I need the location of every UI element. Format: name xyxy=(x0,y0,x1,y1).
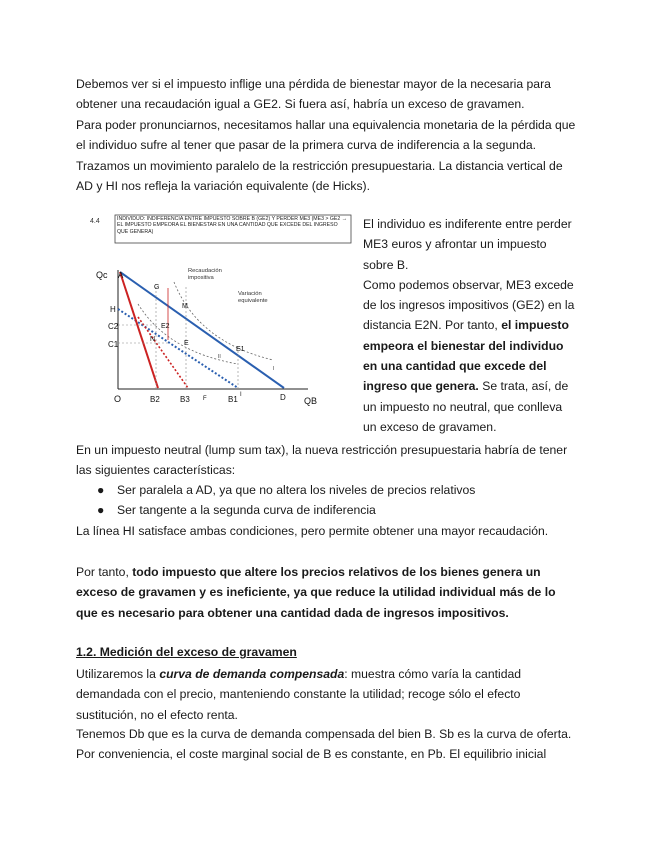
label-i-curve: I xyxy=(273,366,275,372)
paragraph-conclusion: Por tanto, todo impuesto que altere los precios relativos de los bienes genera un exceso de gravamen y es ineficiente, ya que reduce la utilidad individual más de lo que es necesario para obtener una cantidad dada de ingresos impositivos. xyxy=(76,565,556,620)
label-e1: E1 xyxy=(236,346,245,353)
label-a: A xyxy=(118,271,124,280)
label-i-axis: I xyxy=(240,392,242,398)
paragraph-hi-line: La línea HI satisface ambas condiciones, pero permite obtener una mayor recaudación. xyxy=(76,524,549,538)
indifference-figure xyxy=(88,212,358,412)
axis-x-label: QB xyxy=(304,396,318,406)
label-m: M xyxy=(182,303,188,310)
tax-budget-line xyxy=(120,272,158,388)
label-d: D xyxy=(280,393,286,402)
paragraph-neutral-tax: En un impuesto neutral (lump sum tax), la nueva restricción presupuestaria habría de tener las siguientes características: xyxy=(76,443,568,478)
label-c2: C2 xyxy=(108,322,119,331)
figure-explanation xyxy=(363,214,579,437)
label-b2: B2 xyxy=(150,395,160,404)
label-g: G xyxy=(154,284,160,291)
annotation-variacion: Variación equivalente xyxy=(238,291,268,304)
annotation-recaudacion: Recaudación impositiva xyxy=(188,268,222,281)
label-origin: O xyxy=(114,394,122,404)
side-line-2-pre: Como podemos observar, ME3 excede de los ingresos impositivos (GE2) en la distancia E2N. Por tanto, xyxy=(363,277,575,333)
axis-y-label: Qc xyxy=(96,270,108,280)
label-h: H xyxy=(110,305,116,314)
indifference-curve-II xyxy=(138,304,238,364)
side-line-1: El individuo es indiferente entre perder ME3 euros y afrontar un impuesto sobre B. xyxy=(363,217,572,272)
label-e: E xyxy=(184,340,189,347)
paragraph-db-curve: Tenemos Db que es la curva de demanda compensada del bien B. Sb es la curva de oferta. Por conveniencia, el coste marginal social de B es constante, en Pb. El equilibrio inicial xyxy=(76,727,572,762)
list-item: ● Ser tangente a la segunda curva de indiferencia xyxy=(97,503,376,518)
figure-caption-text: INDIVIDUO: INDIFERENCIA ENTRE IMPUESTO SOBRE B (GE2) Y PERDER ME3 (ME3 > GE2 → EL IMPUESTO EMPEORA EL BIENESTAR EN UNA CANTIDAD QUE EXCEDE DEL INGRESO QUE GENERA) xyxy=(117,216,347,235)
list-item: ● Ser paralela a AD, ya que no altera los niveles de precios relativos xyxy=(97,483,476,497)
label-b1: B1 xyxy=(228,395,238,404)
paragraph-intro: Debemos ver si el impuesto inflige una pérdida de bienestar mayor de la necesaria para obtener una recaudación igual a GE2. Si fuera así, habría un exceso de gravamen. xyxy=(76,77,551,112)
label-c1: C1 xyxy=(108,340,119,349)
side-line-2-bold: el impuesto empeora el bienestar del individuo en una cantidad que excede del ingreso que genera. xyxy=(363,318,569,394)
indifference-diagram xyxy=(88,212,358,412)
neutral-tax-conditions xyxy=(95,480,575,521)
paragraph-equivalence: Para poder pronunciarnos, necesitamos hallar una equivalencia monetaria de la pérdida que el individuo sufre al tener que pasar de la primera curva de indiferencia a la segunda. Trazamos un movimiento paralelo de la restricción presupuestaria. La distancia vertical de AD y HI nos refleja la variación equivalente (de Hicks). xyxy=(76,118,576,193)
label-ii: II xyxy=(218,354,221,360)
label-f: F xyxy=(203,396,207,402)
figure-number: 4.4 xyxy=(90,218,100,225)
label-b3: B3 xyxy=(180,395,190,404)
paragraph-compensated-demand: Utilizaremos la curva de demanda compensada: muestra cómo varía la cantidad demandada con el precio, manteniendo constante la utilidad; recoge sólo el efecto sustitución, no el efecto renta. xyxy=(76,667,522,722)
label-e2: E2 xyxy=(161,323,170,330)
label-n: N xyxy=(150,336,156,343)
section-heading: 1.2. Medición del exceso de gravamen xyxy=(76,645,297,659)
side-line-2-post: Se trata, así, de un impuesto no neutral, que conlleva un exceso de gravamen. xyxy=(363,379,569,434)
